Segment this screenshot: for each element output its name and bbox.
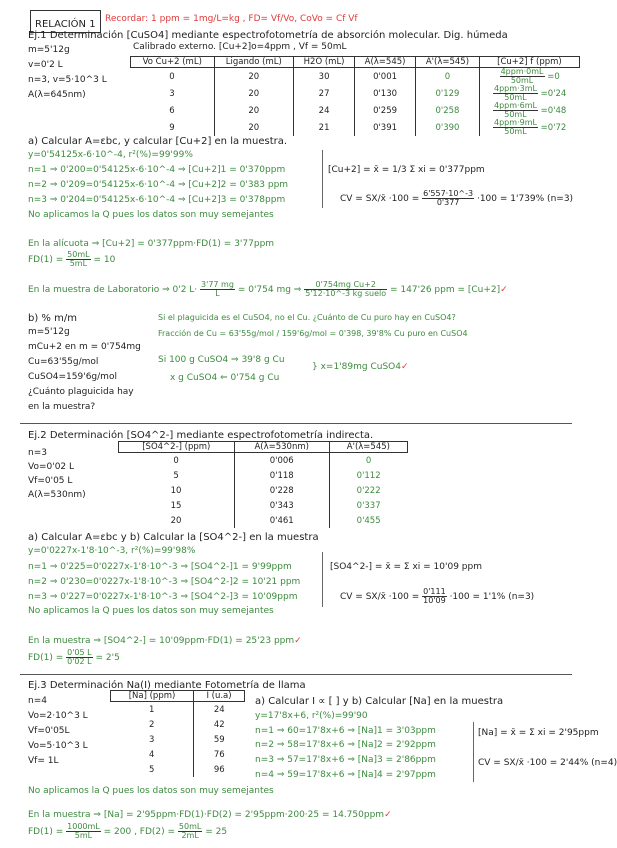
cell: 0'130: [355, 85, 416, 102]
cell: 20: [214, 119, 294, 136]
e3-a-line-0: y=17'8x+6, r²(%)=99'90: [255, 711, 368, 721]
e1-a-line-4: No aplicamos la Q pues los datos son muy semejantes: [28, 210, 274, 220]
e2-a-line-2: n=2 ⇒ 0'230=0'0227x-1'8·10^-3 ⇒ [SO4^2-]2 = 10'21 ppm: [28, 577, 301, 587]
cell: 76: [194, 747, 245, 762]
cell: 9: [169, 122, 175, 133]
cell: 0'001: [355, 68, 416, 86]
e1-b-rule-1: Si 100 g CuSO4 ⇒ 39'8 g Cu: [158, 355, 285, 365]
e2-th-1: A(λ=530nm): [234, 442, 329, 453]
e1-table: [130, 56, 580, 136]
e3-th-1: I (u.a): [194, 691, 245, 702]
e2-title: Ej.2 Determinación [SO4^2-] mediante espectrofotometría indirecta.: [28, 430, 374, 441]
e1-a-line-1: n=1 ⇒ 0'200=0'54125x-6·10^-4 ⇒ [Cu+2]1 = 0'370ppm: [28, 165, 286, 175]
cell: 0'391: [355, 119, 416, 136]
page-title: RELACIÓN 1: [35, 19, 96, 30]
cell: $\frac{\text{4ppm·0mL}}{50mL}$ =0: [479, 68, 579, 86]
table-row: [111, 717, 245, 732]
e1-given-0: m=5'12g: [28, 45, 70, 55]
e3-a-line-3: n=3 ⇒ 57=17'8x+6 ⇒ [Na]3 = 2'86ppm: [255, 755, 436, 765]
e3-given-1: Vo=2·10^3 L: [28, 711, 88, 721]
e3-given-2: Vf=0'05L: [28, 726, 70, 736]
e1-th-1: Ligando (mL): [214, 57, 294, 68]
table-row: [131, 85, 580, 102]
cell: 0'343: [234, 498, 329, 513]
e1-th-2: H2O (mL): [294, 57, 355, 68]
cell: 15: [170, 500, 182, 511]
table-row: [111, 702, 245, 718]
e2-a-line-3: n=3 ⇒ 0'227=0'0227x-1'8·10^-3 ⇒ [SO4^2-]3 = 10'09ppm: [28, 592, 298, 602]
cell: $\frac{\text{4ppm·6mL}}{50mL}$ =0'48: [479, 102, 579, 119]
e3-th-0: [Na] (ppm): [111, 691, 194, 702]
cell: 3: [169, 88, 175, 99]
cell: 0'006: [234, 453, 329, 469]
cell: 0'222: [329, 483, 407, 498]
cell: 20: [214, 68, 294, 86]
e1-b-title: b) % m/m: [28, 313, 77, 324]
e2-th-2: A'(λ=545): [329, 442, 407, 453]
cell: 24: [294, 102, 355, 119]
cell: 42: [194, 717, 245, 732]
cell: 0'228: [234, 483, 329, 498]
e1-a-line-2: n=2 ⇒ 0'209=0'54125x-6·10^-4 ⇒ [Cu+2]2 = 0'383 ppm: [28, 180, 289, 190]
table-row: [131, 68, 580, 86]
e2-sample: En la muestra ⇒ [SO4^2-] = 10'09ppm·FD(1) = 25'23 ppm✓: [28, 636, 302, 646]
e1-subtitle: Calibrado externo. [Cu+2]o=4ppm , Vf = 50mL: [133, 42, 347, 52]
e1-a-line-0: y=0'54125x-6·10^-4, r²(%)=99'99%: [28, 150, 193, 160]
table-row: [131, 119, 580, 136]
e3-sample: En la muestra ⇒ [Na] = 2'95ppm·FD(1)·FD(2) = 2'95ppm·200·25 = 14.750ppm✓: [28, 810, 392, 820]
e1-cv: CV = SX/x̄ ·100 = $\frac{6'557\cdot 10\^{}-3}{0'377}$ ·100 = 1'739% (n=3): [340, 189, 574, 207]
table-row: [119, 498, 408, 513]
e2-th-0: [SO4^2-] (ppm): [119, 442, 235, 453]
e2-mean: [SO4^2-] = x̄ = Σ xi = 10'09 ppm: [330, 562, 482, 572]
e1-given-2: n=3, v=5·10^3 L: [28, 75, 107, 85]
e1-b-line-1: mCu+2 en m = 0'754mg: [28, 342, 141, 352]
e1-a-line-3: n=3 ⇒ 0'204=0'54125x-6·10^-4 ⇒ [Cu+2]3 = 0'378ppm: [28, 195, 286, 205]
e3-a-line-1: n=1 ⇒ 60=17'8x+6 ⇒ [Na]1 = 3'03ppm: [255, 726, 436, 736]
cell: 10: [170, 485, 182, 496]
e2-a-line-1: n=1 ⇒ 0'225=0'0227x-1'8·10^-3 ⇒ [SO4^2-]1 = 9'99ppm: [28, 562, 292, 572]
table-row: [111, 762, 245, 777]
cell: 2: [149, 719, 155, 730]
e1-b-line-2: Cu=63'55g/mol: [28, 357, 99, 367]
cell: 0: [416, 68, 480, 86]
cell: 0'461: [234, 513, 329, 528]
e2-fd: FD(1) = $\frac{0'05 L}{0'02 L}$ = 2'5: [28, 648, 120, 666]
e3-cv: CV = SX/x̄ ·100 = 2'44% (n=4): [478, 758, 617, 768]
e1-b-line-3: CuSO4=159'6g/mol: [28, 372, 117, 382]
cell: 0'112: [329, 468, 407, 483]
e2-given-0: n=3: [28, 448, 47, 458]
cell: 6: [169, 105, 175, 116]
e1-b-rule-2: x g CuSO4 ⇐ 0'754 g Cu: [170, 373, 280, 383]
e3-a-line-4: n=4 ⇒ 59=17'8x+6 ⇒ [Na]4 = 2'97ppm: [255, 770, 436, 780]
e1-th-0: Vo Cu+2 (mL): [131, 57, 215, 68]
e3-fd: FD(1) = $\frac{1000mL}{5mL}$ = 200 , FD(2) = $\frac{50mL}{2mL}$ = 25: [28, 822, 228, 840]
cell: 0: [329, 453, 407, 469]
cell: 0: [173, 455, 179, 466]
e1-b-line-0: m=5'12g: [28, 327, 70, 337]
e3-given-0: n=4: [28, 696, 47, 706]
table-row: [119, 513, 408, 528]
e1-b-right-1: Fracción de Cu = 63'55g/mol / 159'6g/mol = 0'398, 39'8% Cu puro en CuSO4: [158, 329, 468, 338]
cell: 0'259: [355, 102, 416, 119]
e1-b-result: } x=1'89mg CuSO4✓: [312, 362, 409, 372]
cell: 21: [294, 119, 355, 136]
e1-aliquot: En la alícuota ⇒ [Cu+2] = 0'377ppm·FD(1) = 3'77ppm: [28, 239, 275, 249]
cell: 0'390: [416, 119, 480, 136]
e1-th-3: A(λ=545): [355, 57, 416, 68]
cell: 0'118: [234, 468, 329, 483]
e1-th-4: A'(λ=545): [416, 57, 480, 68]
e3-mean: [Na] = x̄ = Σ xi = 2'95ppm: [478, 728, 599, 738]
e1-b-line-5: en la muestra?: [28, 402, 96, 412]
cell: 3: [149, 734, 155, 745]
reminder-text: Recordar: 1 ppm = 1mg/L=kg , FD= Vf/Vo, CoVo = Cf Vf: [105, 14, 358, 24]
cell: 0'129: [416, 85, 480, 102]
e2-divider: [322, 552, 323, 607]
e2-given-2: Vf=0'05 L: [28, 476, 73, 486]
e1-mean: [Cu+2] = x̄ = 1/3 Σ xi = 0'377ppm: [328, 165, 485, 175]
table-row: [111, 732, 245, 747]
check-icon: ✓: [500, 285, 508, 295]
e1-divider: [322, 150, 323, 208]
cell: 20: [170, 515, 182, 526]
e2-cv: CV = SX/x̄ ·100 = $\frac{0'111}{10'09}$ ·100 = 1'1% (n=3): [340, 587, 535, 605]
e3-a-line-2: n=2 ⇒ 58=17'8x+6 ⇒ [Na]2 = 2'92ppm: [255, 740, 436, 750]
e2-a-line-4: No aplicamos la Q pues los datos son muy semejantes: [28, 606, 274, 616]
e2-given-3: A(λ=530nm): [28, 490, 86, 500]
e1-b-right-0: Si el plaguicida es el CuSO4, no el Cu. ¿Cuánto de Cu puro hay en CuSO4?: [158, 313, 456, 322]
table-row: [119, 453, 408, 469]
cell: 1: [149, 704, 155, 715]
e3-a-line-5: No aplicamos la Q pues los datos son muy semejantes: [28, 786, 274, 796]
e3-divider: [473, 722, 474, 782]
cell: 5: [173, 470, 179, 481]
cell: 0'455: [329, 513, 407, 528]
e1-title: Ej.1 Determinación [CuSO4] mediante espectrofotometría de absorción molecular. Dig. húmeda: [28, 30, 508, 41]
e3-a-title: a) Calcular I ∝ [ ] y b) Calcular [Na] en la muestra: [255, 696, 504, 707]
cell: 20: [214, 102, 294, 119]
cell: 20: [214, 85, 294, 102]
e3-table: [110, 690, 245, 777]
cell: 5: [149, 764, 155, 775]
divider-1: [20, 423, 572, 424]
cell: 30: [294, 68, 355, 86]
e1-th-5: [Cu+2] f (ppm): [479, 57, 579, 68]
e1-given-1: v=0'2 L: [28, 60, 63, 70]
cell: 96: [194, 762, 245, 777]
e1-a-title: a) Calcular A=εbc, y calcular [Cu+2] en la muestra.: [28, 136, 288, 147]
e2-a-line-0: y=0'0227x-1'8·10^-3, r²(%)=99'98%: [28, 546, 196, 556]
e1-b-line-4: ¿Cuánto plaguicida hay: [28, 387, 134, 397]
e2-table: [118, 441, 408, 528]
e1-lab: En la muestra de Laboratorio ⇒ 0'2 L· $\frac{3'77 mg}{L}$ = 0'754 mg ⇒ $\frac{\text{0'754mg Cu+2}}{\text{5'12·10\textasciicircum{}-3 kg suelo}}$ = 147'26 ppm = [Cu+2]✓: [28, 280, 508, 298]
table-row: [111, 747, 245, 762]
cell: 24: [194, 702, 245, 718]
e3-given-4: Vf= 1L: [28, 756, 59, 766]
e1-given-3: A(λ=645nm): [28, 90, 86, 100]
cell: 59: [194, 732, 245, 747]
cell: 0'337: [329, 498, 407, 513]
table-row: [131, 102, 580, 119]
cell: $\frac{\text{4ppm·3mL}}{50mL}$ =0'24: [479, 85, 579, 102]
cell: 27: [294, 85, 355, 102]
e2-a-title: a) Calcular A=εbc y b) Calcular la [SO4^2-] en la muestra: [28, 532, 319, 543]
table-row: [119, 483, 408, 498]
e1-fd: FD(1) = $\frac{50mL}{5mL}$ = 10: [28, 250, 116, 268]
e3-title: Ej.3 Determinación Na(I) mediante Fotometría de llama: [28, 680, 306, 691]
cell: 0: [169, 71, 175, 82]
cell: 4: [149, 749, 155, 760]
cell: 0'258: [416, 102, 480, 119]
table-row: [119, 468, 408, 483]
e2-given-1: Vo=0'02 L: [28, 462, 75, 472]
e3-given-3: Vo=5·10^3 L: [28, 741, 88, 751]
divider-2: [20, 674, 572, 675]
cell: $\frac{\text{4ppm·9mL}}{50mL}$ =0'72: [479, 119, 579, 136]
